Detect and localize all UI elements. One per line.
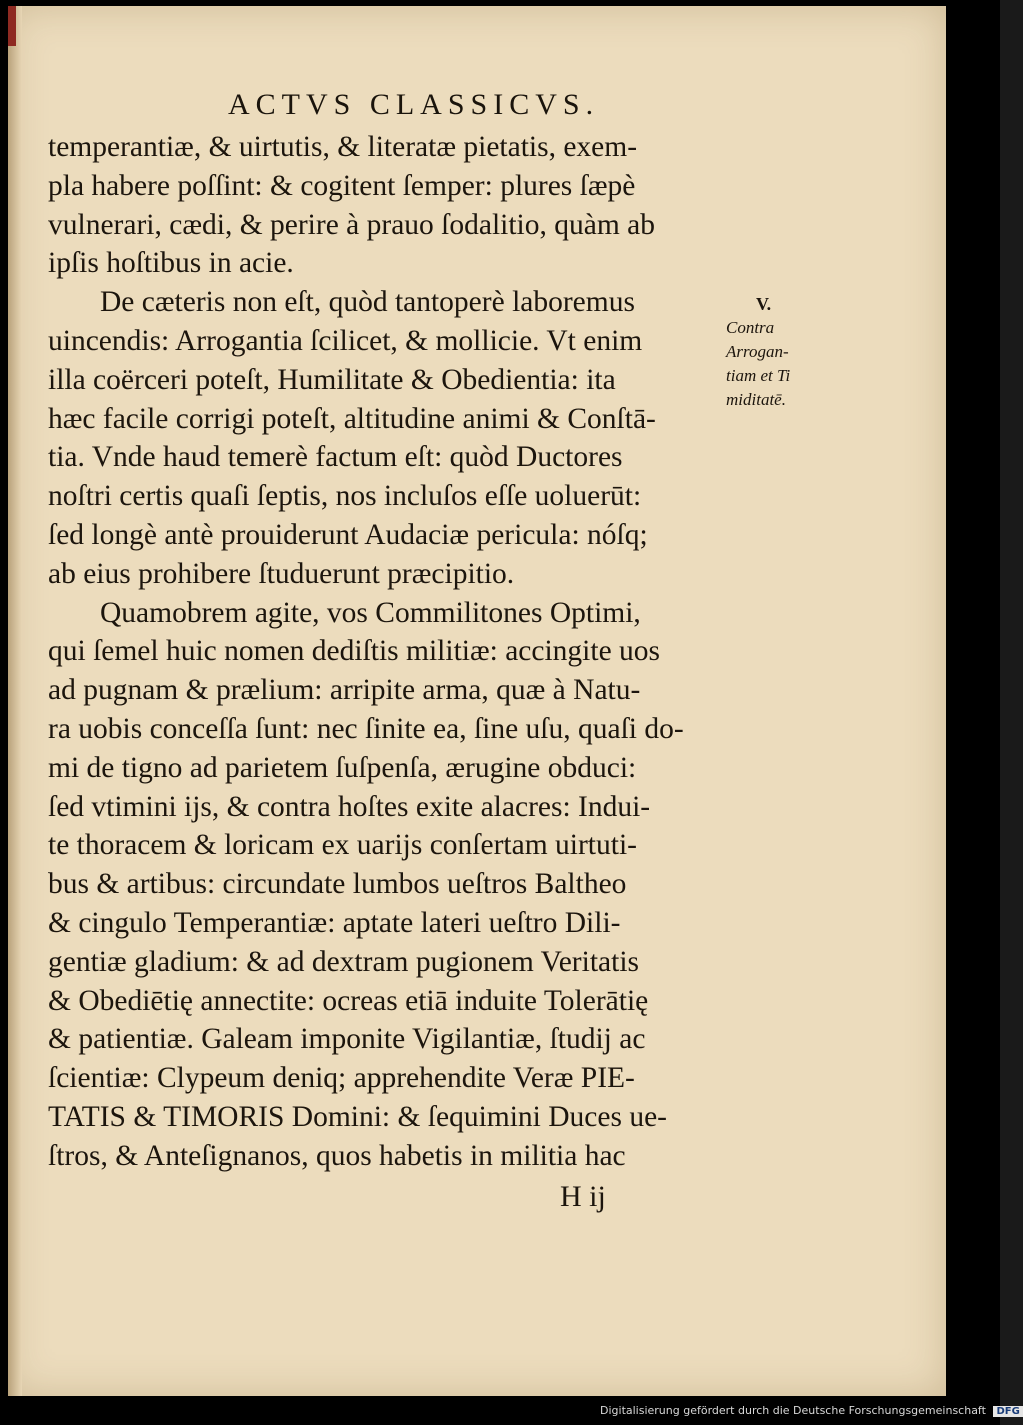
main-text: [48, 128, 728, 1176]
binding-mark: [8, 6, 16, 46]
text-line: tia. Vnde haud temerè factum eſt: quòd Ductores: [48, 441, 623, 474]
marginal-note-line: miditatē.: [726, 390, 786, 409]
text-line: Quamobrem agite, vos Commilitones Optimi,: [100, 596, 641, 629]
text-line: ſcientiæ: Clypeum deniq; apprehendite Veræ PIE-: [48, 1062, 635, 1095]
marginal-note-number: V.: [756, 294, 772, 314]
marginal-note-line: tiam et Ti: [726, 366, 791, 385]
text-line: uincendis: Arrogantia ſcilicet, & mollicie. Vt enim: [48, 324, 643, 357]
marginal-note: [726, 292, 826, 412]
text-line: gentiæ gladium: & ad dextram pugionem Veritatis: [48, 945, 639, 978]
text-line: TATIS & TIMORIS Domini: & ſequimini Duces ue-: [48, 1100, 668, 1133]
text-line: ſed longè antè prouiderunt Audaciæ pericula: nóſq;: [48, 518, 648, 551]
marginal-note-line: Arrogan-: [726, 342, 789, 361]
text-line: & Obediētię annectite: ocreas etiā induite Tolerātię: [48, 984, 649, 1017]
text-line: temperantiæ, & uirtutis, & literatæ pietatis, exem-: [48, 131, 638, 163]
text-line: illa coërceri poteſt, Humilitate & Obedientia: ita: [48, 363, 616, 396]
text-line: vulnerari, cædi, & perire à prauo ſodalitio, quàm ab: [48, 208, 656, 241]
marginal-note-line: Contra: [726, 318, 775, 337]
digitization-footer: [600, 1404, 1020, 1417]
text-line: noſtri certis quaſi ſeptis, nos incluſos eſſe uoluerūt:: [48, 480, 642, 513]
signature-mark: H ij: [560, 1180, 606, 1213]
page-gutter: [8, 6, 22, 1396]
text-line: mi de tigno ad parietem ſuſpenſa, ærugine obduci:: [48, 751, 637, 784]
text-line: te thoracem & loricam ex uarijs conſertam uirtuti-: [48, 829, 637, 862]
text-line: hæc facile corrigi poteſt, altitudine animi & Conſtā-: [48, 402, 656, 435]
text-line: & cingulo Temperantiæ: aptate lateri ueſtro Dili-: [48, 906, 621, 939]
text-line: bus & artibus: circundate lumbos ueſtros Baltheo: [48, 868, 627, 901]
footer-text: Digitalisierung gefördert durch die Deutsche Forschungsgemeinschaft: [600, 1404, 986, 1417]
text-line: ipſis hoſtibus in acie.: [48, 247, 294, 280]
text-line: De cæteris non eſt, quòd tantoperè laboremus: [100, 286, 635, 319]
text-line: ſed vtimini ijs, & contra hoſtes exite alacres: Indui-: [48, 790, 651, 823]
dfg-logo: DFG: [993, 1406, 1022, 1417]
text-line: qui ſemel huic nomen dediſtis militiæ: accingite uos: [48, 635, 661, 668]
running-head: ACTVS CLASSICVS.: [228, 88, 600, 121]
text-line: ab eius prohibere ſtuduerunt præcipitio.: [48, 557, 515, 590]
text-line: ad pugnam & prælium: arripite arma, quæ à Natu-: [48, 674, 641, 707]
text-line: ra uobis conceſſa ſunt: nec ſinite ea, ſine uſu, quaſi do-: [48, 712, 684, 745]
text-line: pla habere poſſint: & cogitent ſemper: plures ſæpè: [48, 169, 636, 202]
text-line: & patientiæ. Galeam imponite Vigilantiæ, ſtudij ac: [48, 1023, 646, 1056]
text-line: ſtros, & Anteſignanos, quos habetis in militia hac: [48, 1139, 626, 1172]
